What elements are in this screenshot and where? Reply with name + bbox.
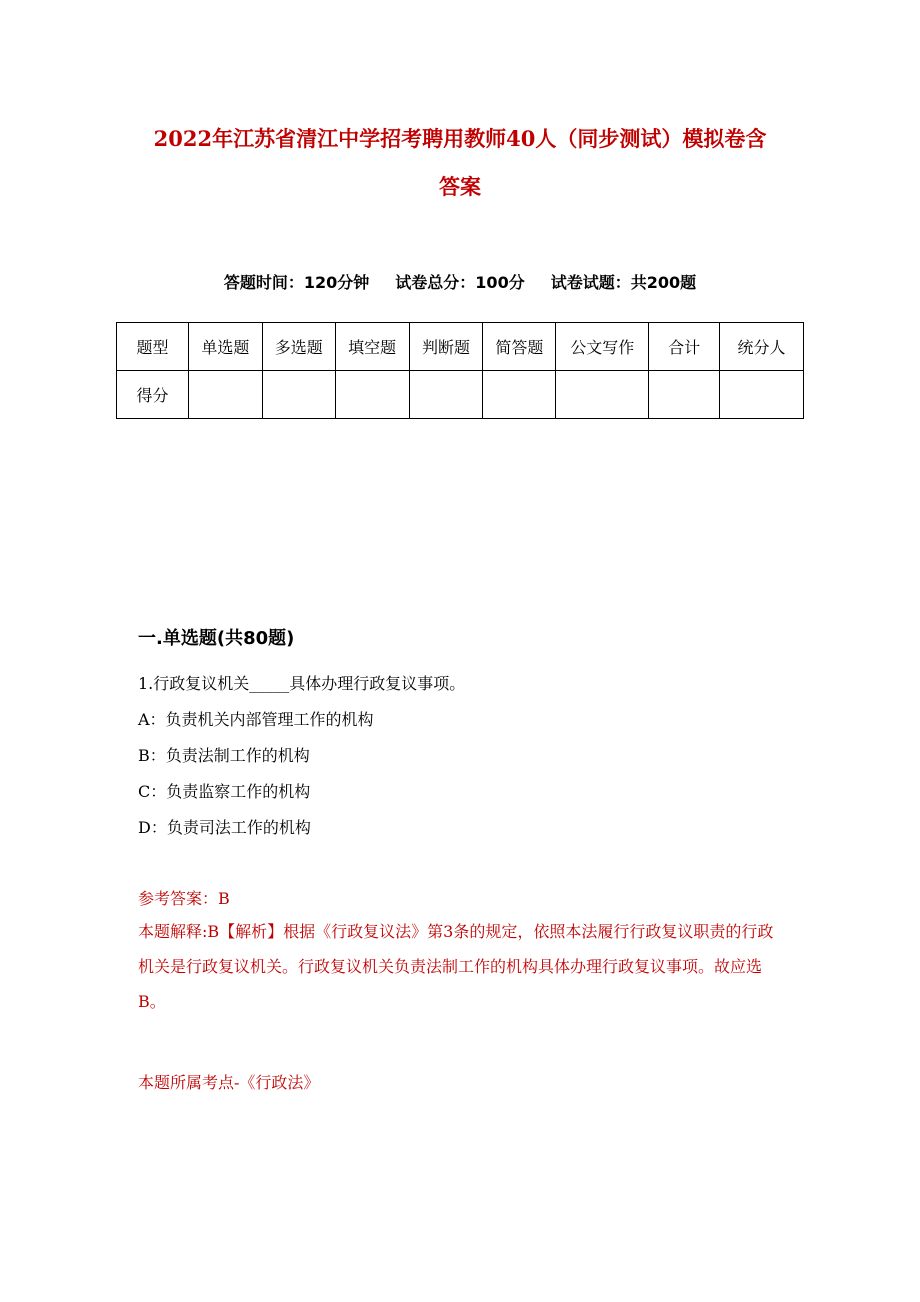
score-cell xyxy=(409,371,483,419)
question-stem: 1.行政复议机关_____具体办理行政复议事项。 xyxy=(138,674,466,693)
reference-answer: 参考答案：B xyxy=(138,889,230,908)
header-cell-single-choice: 单选题 xyxy=(188,323,262,371)
header-cell-true-false: 判断题 xyxy=(409,323,483,371)
option-c: C：负责监察工作的机构 xyxy=(138,782,311,801)
header-cell-grader: 统分人 xyxy=(720,323,804,371)
score-table-header-row xyxy=(117,323,804,371)
question-topic: 本题所属考点-《行政法》 xyxy=(138,1073,320,1092)
score-cell xyxy=(335,371,409,419)
score-cell xyxy=(649,371,720,419)
header-cell-fill-blank: 填空题 xyxy=(335,323,409,371)
document-title-line1: 2022年江苏省清江中学招考聘用教师40人（同步测试）模拟卷含 xyxy=(153,126,767,151)
option-a: A：负责机关内部管理工作的机构 xyxy=(138,710,374,729)
exam-question-count: 试卷试题：共200题 xyxy=(550,273,697,292)
exam-meta xyxy=(0,270,920,293)
answer-explanation: 本题解释:B【解析】根据《行政复议法》第3条的规定，依照本法履行行政复议职责的行政机关是行政复议机关。行政复议机关负责法制工作的机构具体办理行政复议事项。故应选B。 xyxy=(138,922,774,1011)
section-heading: 一.单选题(共80题) xyxy=(138,628,295,649)
option-d: D：负责司法工作的机构 xyxy=(138,818,311,837)
header-cell-multi-choice: 多选题 xyxy=(262,323,335,371)
header-cell-type: 题型 xyxy=(117,323,189,371)
exam-total-score: 试卷总分：100分 xyxy=(395,273,525,292)
score-cell xyxy=(556,371,649,419)
score-table-score-row xyxy=(117,371,804,419)
header-cell-total: 合计 xyxy=(649,323,720,371)
exam-time: 答题时间：120分钟 xyxy=(223,273,370,292)
option-b: B：负责法制工作的机构 xyxy=(138,746,310,765)
row-label-score: 得分 xyxy=(117,371,189,419)
score-table xyxy=(116,322,804,419)
header-cell-official-writing: 公文写作 xyxy=(556,323,649,371)
score-cell xyxy=(483,371,556,419)
score-cell xyxy=(720,371,804,419)
header-cell-short-answer: 简答题 xyxy=(483,323,556,371)
document-title-line2: 答案 xyxy=(439,174,481,199)
score-cell xyxy=(262,371,335,419)
score-cell xyxy=(188,371,262,419)
